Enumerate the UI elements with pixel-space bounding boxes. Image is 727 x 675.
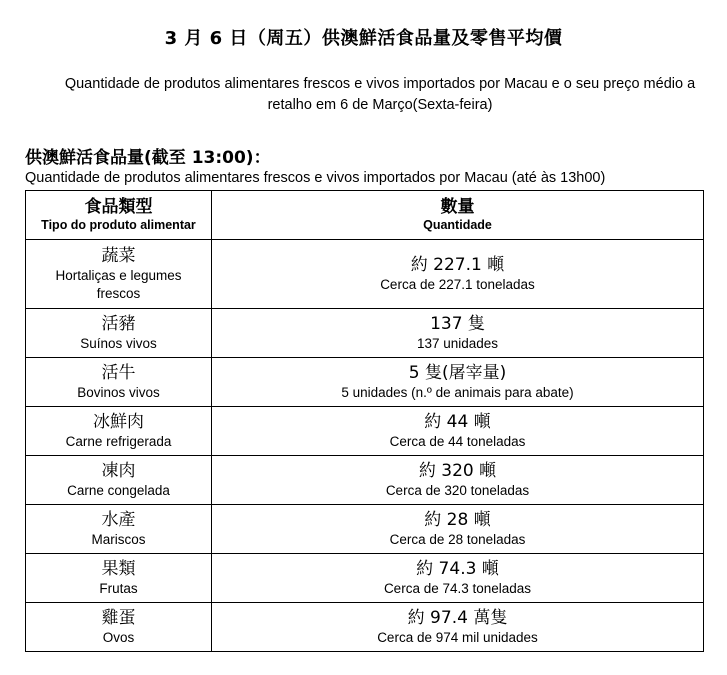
header-qty-pt: Quantidade [423, 217, 492, 232]
quantity-zh: 約 44 噸 [424, 411, 491, 432]
food-quantity-table [25, 190, 704, 652]
quantity-cell [212, 456, 704, 505]
quantity-pt: Cerca de 44 toneladas [389, 433, 526, 449]
quantity-pt: 5 unidades (n.º de animais para abate) [341, 384, 574, 400]
food-name-pt: Hortaliças e legumes frescos [55, 267, 182, 301]
food-type-cell [26, 456, 212, 505]
food-name-zh: 水產 [101, 509, 136, 530]
quantity-pt: Cerca de 74.3 toneladas [383, 580, 532, 596]
table-row [26, 240, 704, 309]
food-name-zh: 冰鮮肉 [93, 411, 144, 432]
food-name-pt: Suínos vivos [80, 335, 157, 351]
quantity-zh: 137 隻 [430, 313, 485, 334]
food-type-cell [26, 603, 212, 652]
quantity-zh: 約 227.1 噸 [410, 254, 505, 275]
table-row [26, 505, 704, 554]
food-name-pt: Mariscos [91, 531, 146, 547]
quantity-pt: Cerca de 28 toneladas [389, 531, 526, 547]
food-type-cell [26, 309, 212, 358]
table-row [26, 554, 704, 603]
quantity-zh: 5 隻(屠宰量) [408, 362, 507, 383]
table-row [26, 456, 704, 505]
section-heading-pt: Quantidade de produtos alimentares frescos e vivos importados por Macau (até às 13h00) [25, 170, 606, 186]
table-row [26, 407, 704, 456]
header-type-cell [26, 191, 212, 240]
quantity-cell [212, 309, 704, 358]
quantity-pt: Cerca de 227.1 toneladas [380, 276, 535, 292]
food-type-cell [26, 505, 212, 554]
food-name-pt: Carne refrigerada [65, 433, 172, 449]
food-name-zh: 凍肉 [101, 460, 136, 481]
header-type-zh: 食品類型 [84, 196, 153, 217]
quantity-pt: Cerca de 974 mil unidades [377, 629, 538, 645]
page-title: 3 月 6 日（周五）供澳鮮活食品量及零售平均價 [164, 28, 563, 49]
food-type-cell [26, 240, 212, 309]
quantity-zh: 約 74.3 噸 [416, 558, 499, 579]
food-name-zh: 果類 [101, 558, 136, 579]
quantity-zh: 約 320 噸 [418, 460, 497, 481]
table-row [26, 603, 704, 652]
food-name-zh: 蔬菜 [101, 245, 136, 266]
food-name-pt: Frutas [99, 580, 138, 596]
food-name-pt: Bovinos vivos [77, 384, 160, 400]
quantity-zh: 約 28 噸 [424, 509, 491, 530]
quantity-pt: 137 unidades [416, 335, 499, 351]
quantity-pt: Cerca de 320 toneladas [385, 482, 530, 498]
quantity-cell [212, 505, 704, 554]
table-header-row [26, 191, 704, 240]
food-name-zh: 活牛 [101, 362, 136, 383]
food-type-cell [26, 358, 212, 407]
quantity-cell [212, 407, 704, 456]
quantity-cell [212, 554, 704, 603]
quantity-cell [212, 240, 704, 309]
section-heading-zh: 供澳鮮活食品量(截至 13:00)： [25, 148, 271, 168]
table-row [26, 309, 704, 358]
quantity-cell [212, 358, 704, 407]
header-qty-zh: 數量 [440, 196, 475, 217]
food-name-pt: Ovos [102, 629, 135, 645]
quantity-zh: 約 97.4 萬隻 [407, 607, 508, 628]
table-row [26, 358, 704, 407]
food-type-cell [26, 554, 212, 603]
header-type-pt: Tipo do produto alimentar [41, 217, 196, 232]
food-name-zh: 雞蛋 [101, 607, 136, 628]
page-subtitle: Quantidade de produtos alimentares frescos e vivos importados por Macau e o seu preço médio a retalho em 6 de Março(Sexta-feira) [64, 76, 696, 113]
quantity-cell [212, 603, 704, 652]
food-type-cell [26, 407, 212, 456]
header-qty-cell [212, 191, 704, 240]
food-name-zh: 活豬 [101, 313, 136, 334]
food-name-pt: Carne congelada [67, 482, 170, 498]
